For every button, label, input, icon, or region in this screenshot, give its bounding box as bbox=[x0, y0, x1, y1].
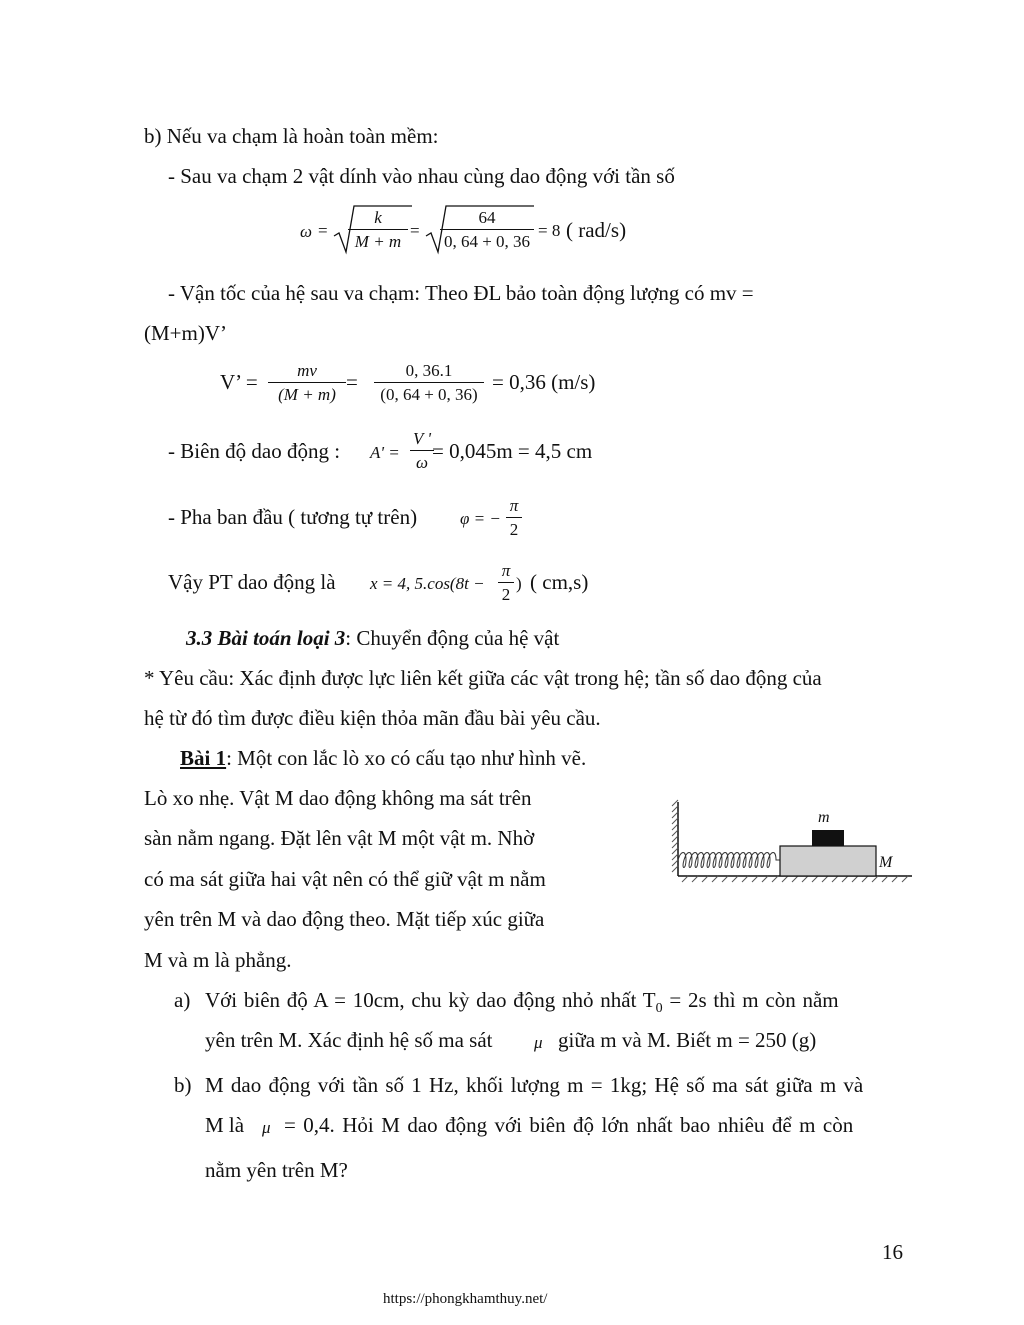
text-fragment: Với biên độ A = 10cm, chu kỳ dao động nhỏ nhất T bbox=[205, 988, 656, 1012]
denominator: (M + m) bbox=[278, 385, 336, 404]
numerator: 64 bbox=[478, 208, 496, 227]
math-symbol: = bbox=[410, 221, 420, 240]
block-M bbox=[780, 846, 876, 876]
text-line: hệ từ đó tìm được điều kiện thỏa mãn đầu bài yêu cầu. bbox=[144, 706, 601, 730]
footer-url[interactable]: https://phongkhamthuy.net/ bbox=[383, 1291, 548, 1307]
denominator: M + m bbox=[354, 232, 402, 251]
text-line: V’ = bbox=[220, 370, 258, 394]
numerator: π bbox=[509, 496, 519, 515]
text-line: = 0,4. Hỏi M dao động với biên độ lớn nhất bao nhiêu để m còn bbox=[284, 1113, 854, 1137]
fraction bbox=[498, 562, 514, 603]
math-symbol: μ bbox=[262, 1118, 271, 1137]
text-line: (M+m)V’ bbox=[144, 321, 227, 345]
exercise-text: : Một con lắc lò xo có cấu tạo như hình vẽ. bbox=[226, 746, 587, 770]
block-m bbox=[812, 830, 844, 846]
text-line: - Vận tốc của hệ sau va chạm: Theo ĐL bảo toàn động lượng có mv = bbox=[168, 281, 754, 305]
text-line: M và m là phẳng. bbox=[144, 948, 292, 972]
text-line: sàn nằm ngang. Đặt lên vật M một vật m. Nhờ bbox=[144, 826, 535, 850]
numerator: π bbox=[501, 561, 511, 580]
fraction bbox=[268, 362, 346, 403]
label-M: M bbox=[879, 854, 893, 871]
math-symbol: x = 4, 5.cos(8t − bbox=[370, 574, 485, 593]
exercise-label: Bài 1 bbox=[180, 746, 227, 770]
unit: ( rad/s) bbox=[566, 218, 627, 242]
fraction bbox=[410, 430, 434, 471]
math-symbol: = 8 bbox=[538, 221, 561, 240]
text-line: yên trên M. Xác định hệ số ma sát bbox=[205, 1028, 493, 1052]
math-symbol: A' = bbox=[370, 443, 400, 462]
math-symbol: ω bbox=[300, 222, 313, 241]
floor-hatching bbox=[682, 876, 908, 882]
text-line: - Pha ban đầu ( tương tự trên) bbox=[168, 505, 418, 529]
text-line: - Biên độ dao động : bbox=[168, 439, 341, 463]
math-symbol: = bbox=[318, 221, 328, 240]
fraction bbox=[374, 362, 484, 403]
numerator: 0, 36.1 bbox=[405, 361, 453, 380]
text-line: nằm yên trên M? bbox=[205, 1158, 348, 1182]
math-symbol: ) bbox=[516, 574, 522, 593]
result: = 0,36 (m/s) bbox=[492, 370, 596, 394]
unit: ( cm,s) bbox=[530, 570, 589, 594]
numerator: V ' bbox=[413, 429, 431, 448]
text-line bbox=[205, 990, 839, 1016]
spring bbox=[678, 853, 780, 868]
denominator: (0, 64 + 0, 36) bbox=[380, 385, 478, 404]
text-line: - Sau va chạm 2 vật dính vào nhau cùng dao động với tần số bbox=[168, 164, 675, 188]
text-line: giữa m và M. Biết m = 250 (g) bbox=[558, 1028, 817, 1052]
result: = 0,045m = 4,5 cm bbox=[432, 439, 593, 463]
text-line: * Yêu cầu: Xác định được lực liên kết giữa các vật trong hệ; tần số dao động của bbox=[144, 666, 822, 690]
section-heading bbox=[186, 628, 559, 649]
wall-hatching bbox=[672, 800, 678, 872]
text-line: Vậy PT dao động là bbox=[168, 570, 336, 594]
text-line: yên trên M và dao động theo. Mặt tiếp xúc giữa bbox=[144, 907, 545, 931]
numerator: mv bbox=[297, 361, 317, 380]
item-label: b) bbox=[174, 1073, 192, 1097]
denominator: 2 bbox=[509, 520, 519, 539]
fraction bbox=[348, 209, 408, 250]
fraction bbox=[440, 209, 534, 250]
page-number: 16 bbox=[882, 1240, 903, 1264]
text-line: Lò xo nhẹ. Vật M dao động không ma sát trên bbox=[144, 786, 532, 810]
section-title: 3.3 Bài toán loại 3 bbox=[186, 626, 346, 650]
denominator: 2 bbox=[501, 585, 511, 604]
item-label: a) bbox=[174, 988, 191, 1012]
text-line: M là bbox=[205, 1113, 245, 1137]
numerator: k bbox=[374, 208, 382, 227]
math-symbol: φ = − bbox=[460, 509, 501, 528]
section-subtitle: : Chuyển động của hệ vật bbox=[345, 626, 560, 650]
subscript: 0 bbox=[655, 1001, 663, 1017]
denominator: 0, 64 + 0, 36 bbox=[443, 232, 531, 251]
text-fragment: = 2s thì m còn nằm bbox=[662, 988, 839, 1012]
exercise-heading bbox=[180, 748, 586, 769]
spring-mass-figure bbox=[668, 796, 918, 888]
math-symbol: μ bbox=[534, 1033, 543, 1052]
text-line: b) Nếu va chạm là hoàn toàn mềm: bbox=[144, 124, 439, 148]
text-line: M dao động với tần số 1 Hz, khối lượng m = 1kg; Hệ số ma sát giữa m và bbox=[205, 1073, 864, 1097]
fraction bbox=[506, 497, 522, 538]
denominator: ω bbox=[415, 453, 428, 472]
text-line: có ma sát giữa hai vật nên có thể giữ vật m nằm bbox=[144, 867, 546, 891]
label-m: m bbox=[818, 809, 830, 826]
math-symbol: = bbox=[346, 370, 358, 394]
